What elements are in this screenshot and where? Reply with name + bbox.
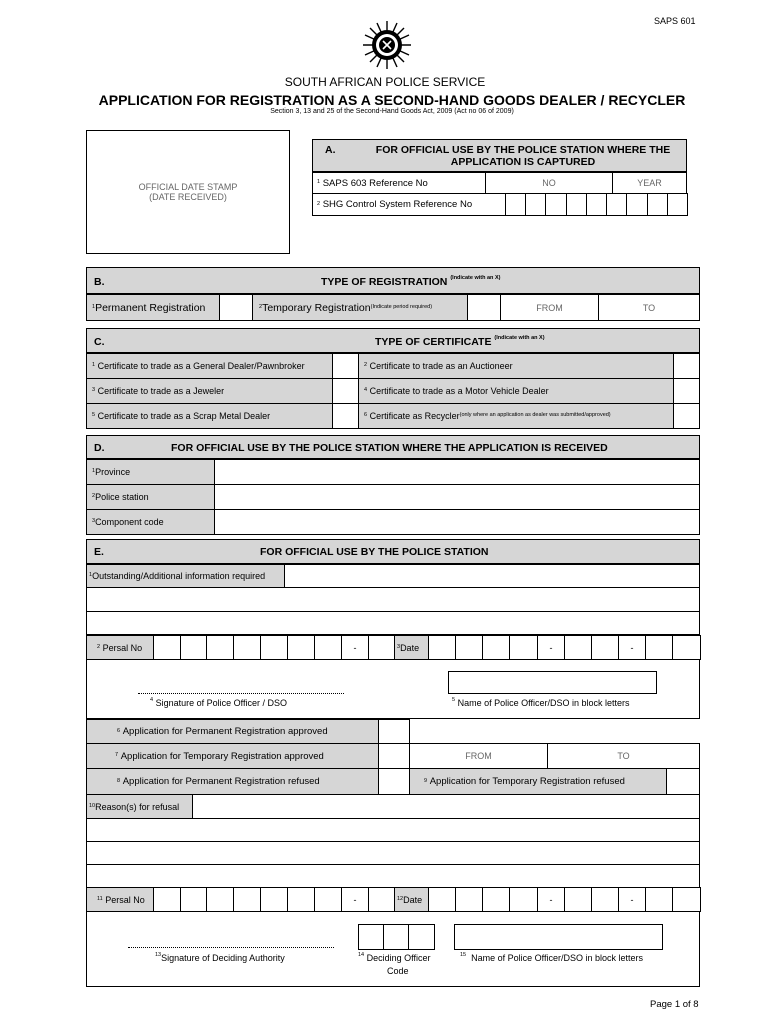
persal-digit-box[interactable] [233,635,261,660]
officer-code-label: $^{14}$ Deciding Officer [358,952,431,963]
persal-label: $^2$ Persal No [86,635,154,660]
refusal-reasons-field-3[interactable] [86,841,700,865]
certificate-label: $^6$ Certificate as Recycler $^{(only where an application as dealer was submitted/approved)}$ [358,403,674,429]
shg-ref-digit-box[interactable] [566,193,587,216]
deciding-name-label: $^{15}$ Name of Police Officer/DSO in block letters [460,952,644,963]
date-digit-box[interactable] [455,887,483,912]
stamp-line-2: (DATE RECEIVED) [149,192,227,202]
persal-digit-box[interactable] [368,635,396,660]
persal-digit-box[interactable] [368,887,396,912]
persal-digit-box[interactable] [153,887,181,912]
section-d-heading: FOR OFFICIAL USE BY THE POLICE STATION WHERE THE APPLICATION IS RECEIVED [171,442,608,454]
persal-digit-box[interactable] [287,887,315,912]
section-b-letter: B. [94,276,105,288]
persal-label: $^{11}$ Persal No [86,887,154,912]
temporary-registration-label: $^2$ Temporary Registration $^{(Indicate period required)}$ [252,294,468,321]
section-b-header [86,267,700,294]
persal-digit-box[interactable] [180,887,207,912]
persal-digit-box[interactable] [180,635,207,660]
officer-code-box-1[interactable] [358,924,384,950]
temp-refused-checkbox[interactable] [666,768,700,795]
saps-emblem-icon [362,20,412,70]
form-code: SAPS 601 [654,16,696,26]
persal-digit-box[interactable] [314,887,342,912]
outstanding-info-field-1[interactable] [284,564,700,588]
certificate-checkbox[interactable] [332,378,359,404]
certificate-checkbox[interactable] [673,403,700,429]
section-b-heading: TYPE OF REGISTRATION $^{(Indicate with an X)}$ [321,275,501,288]
page-title: APPLICATION FOR REGISTRATION AS A SECOND-HAND GOODS DEALER / RECYCLER [98,92,686,108]
date-digit-box[interactable]: - [618,635,646,660]
section-a-header [312,139,687,172]
refusal-reasons-field-4[interactable] [86,864,700,888]
section-a-heading: FOR OFFICIAL USE BY THE POLICE STATION WHERE THE APPLICATION IS CAPTURED [375,144,671,168]
date-digit-box[interactable]: - [537,635,565,660]
persal-digit-box[interactable] [153,635,181,660]
section-d-label: $^1$ Province [86,459,215,485]
date-digit-box[interactable] [591,635,619,660]
certificate-label: $^5$ Certificate to trade as a Scrap Metal Dealer [86,403,333,429]
section-d-letter: D. [94,442,105,454]
outstanding-info-field-2[interactable] [86,587,700,612]
section-c-letter: C. [94,336,105,348]
perm-approved-checkbox[interactable] [378,719,410,744]
date-digit-box[interactable] [645,887,673,912]
date-digit-box[interactable] [482,887,510,912]
outstanding-info-label: $^1$ Outstanding/Additional information required [86,564,285,588]
section-d-header [86,435,700,459]
persal-digit-box[interactable]: - [341,887,369,912]
date-digit-box[interactable] [645,635,673,660]
temp-refused-label: $^9$ Application for Temporary Registration refused [409,768,667,795]
deciding-signature-line[interactable] [128,947,334,948]
section-a-letter: A. [325,144,336,156]
official-date-stamp-box[interactable] [86,130,290,254]
date-label: $^3$ Date [394,635,429,660]
deciding-name-field[interactable] [454,924,663,950]
section-d-field[interactable] [214,484,700,510]
certificate-label: $^4$ Certificate to trade as a Motor Vehicle Dealer [358,378,674,404]
refusal-reasons-field-1[interactable] [192,794,700,819]
officer-code-box-3[interactable] [408,924,435,950]
certificate-checkbox[interactable] [673,353,700,379]
date-digit-box[interactable] [564,635,592,660]
section-d-field[interactable] [214,459,700,485]
registration-from-field[interactable]: FROM [500,294,599,321]
certificate-label: $^3$ Certificate to trade as a Jeweler [86,378,333,404]
refusal-reasons-field-2[interactable] [86,818,700,842]
temp-approved-from-field[interactable]: FROM [409,743,548,769]
officer-signature-label: $^4$ Signature of Police Officer / DSO [150,697,287,708]
section-e-heading: FOR OFFICIAL USE BY THE POLICE STATION [260,546,489,558]
certificate-checkbox[interactable] [673,378,700,404]
temp-approved-checkbox[interactable] [378,743,410,769]
date-digit-box[interactable] [672,635,701,660]
registration-to-field[interactable]: TO [598,294,700,321]
perm-refused-checkbox[interactable] [378,768,410,795]
temp-approved-label: $^7$ Application for Temporary Registration approved [86,743,379,769]
date-digit-box[interactable]: - [537,887,565,912]
saps603-no-field[interactable]: NO [485,172,613,194]
perm-refused-label: $^8$ Application for Permanent Registration refused [86,768,379,795]
subtitle: Section 3, 13 and 25 of the Second-Hand Goods Act, 2009 (Act no 06 of 2009) [270,108,514,115]
date-digit-box[interactable] [591,887,619,912]
section-d-label: $^3$ Component code [86,509,215,535]
shg-ref-digit-box[interactable] [505,193,526,216]
permanent-registration-checkbox[interactable] [219,294,253,321]
certificate-label: $^1$ Certificate to trade as a General Dealer/Pawnbroker [86,353,333,379]
officer-code-box-2[interactable] [383,924,409,950]
outstanding-info-field-3[interactable] [86,611,700,635]
shg-ref-digit-box[interactable] [545,193,567,216]
persal-digit-box[interactable] [233,887,261,912]
date-digit-box[interactable] [564,887,592,912]
stamp-line-1: OFFICIAL DATE STAMP [138,182,238,192]
certificate-checkbox[interactable] [332,403,359,429]
shg-ref-digit-box[interactable] [525,193,546,216]
deciding-signature-label: $^{13}$Signature of Deciding Authority [155,952,285,963]
officer-signature-line[interactable] [138,693,344,694]
perm-approved-label: $^6$ Application for Permanent Registration approved [86,719,379,744]
date-digit-box[interactable] [482,635,510,660]
section-d-label: $^2$ Police station [86,484,215,510]
certificate-checkbox[interactable] [332,353,359,379]
persal-digit-box[interactable]: - [341,635,369,660]
persal-digit-box[interactable] [206,635,234,660]
saps603-label: $^1$ SAPS 603 Reference No [312,172,486,194]
refusal-reasons-label: $^{10}$ Reason(s) for refusal [86,794,193,819]
persal-digit-box[interactable] [206,887,234,912]
section-e-header [86,539,700,564]
section-c-header [86,328,700,353]
certificate-label: $^2$ Certificate to trade as an Auctioneer [358,353,674,379]
section-d-field[interactable] [214,509,700,535]
date-digit-box[interactable] [455,635,483,660]
shg-ref-label: $^2$ SHG Control System Reference No [312,193,506,216]
page-number: Page 1 of 8 [650,999,699,1010]
saps603-year-field[interactable]: YEAR [612,172,687,194]
temp-approved-to-field[interactable]: TO [547,743,700,769]
temporary-registration-checkbox[interactable] [467,294,501,321]
section-e-letter: E. [94,546,104,558]
organisation: SOUTH AFRICAN POLICE SERVICE [284,75,486,89]
section-c-heading: TYPE OF CERTIFICATE $^{(Indicate with an X)}$ [375,335,545,348]
officer-name-field[interactable] [448,671,657,694]
permanent-registration-label: $^1$ Permanent Registration [86,294,220,321]
persal-digit-box[interactable] [314,635,342,660]
shg-ref-digit-box[interactable] [647,193,668,216]
date-digit-box[interactable]: - [618,887,646,912]
shg-ref-digit-box[interactable] [626,193,648,216]
date-digit-box[interactable] [509,887,538,912]
persal-digit-box[interactable] [287,635,315,660]
date-digit-box[interactable] [672,887,701,912]
persal-digit-box[interactable] [260,635,288,660]
shg-ref-digit-box[interactable] [667,193,688,216]
shg-ref-digit-box[interactable] [606,193,627,216]
shg-ref-digit-box[interactable] [586,193,607,216]
officer-code-label-2: Code [387,966,409,976]
date-digit-box[interactable] [428,635,456,660]
date-label: $^{12}$ Date [394,887,429,912]
date-digit-box[interactable] [428,887,456,912]
date-digit-box[interactable] [509,635,538,660]
persal-digit-box[interactable] [260,887,288,912]
officer-name-label: $^5$ Name of Police Officer/DSO in block letters [452,697,630,708]
